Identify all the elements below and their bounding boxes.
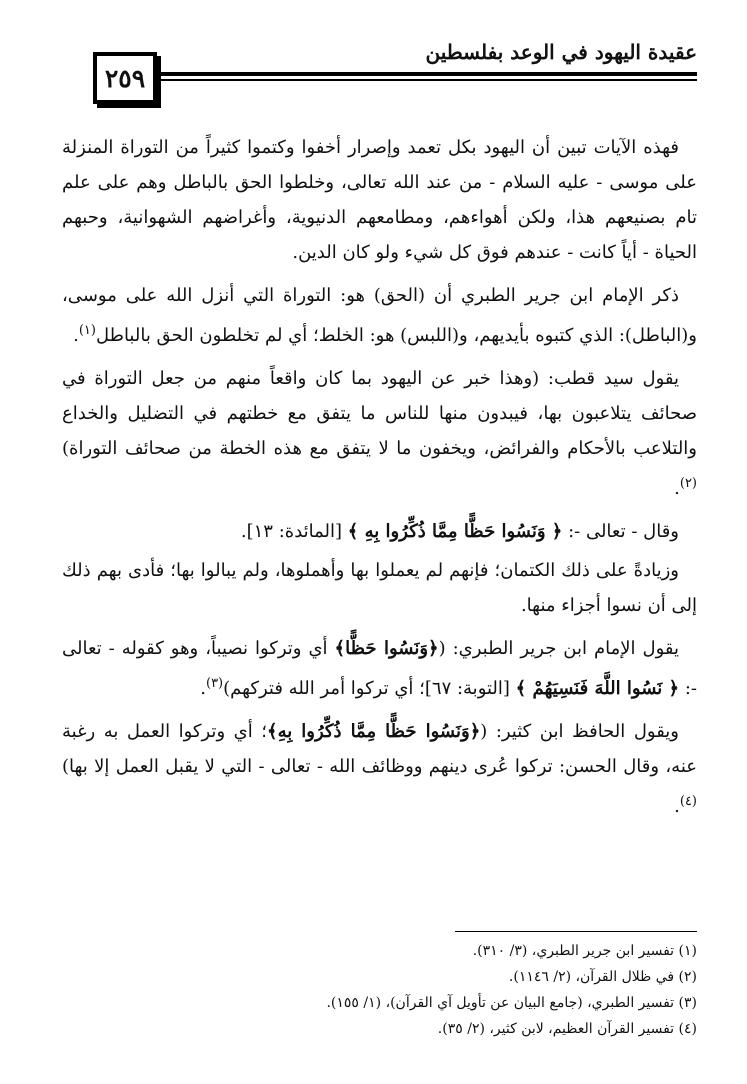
quote-open: ( <box>438 638 446 659</box>
footnote-ref-3: (٣) <box>205 676 224 691</box>
page-number: ٢٥٩ <box>93 52 157 104</box>
footnote-separator <box>455 931 697 932</box>
quran-verse-2: ﴿ نَسُوا اللَّهَ فَنَسِيَهُمْ ﴾ <box>515 678 680 699</box>
footnotes <box>200 938 697 1042</box>
footnote-2: (٢) في ظلال القرآن، (٢/ ١١٤٦). <box>508 969 697 985</box>
paragraph-7-text: ويقول الحافظ ابن كثير: <box>495 721 679 742</box>
header-rule-thick <box>157 72 697 76</box>
footnote-ref-2: (٢) <box>679 476 697 491</box>
paragraph-4-text: وقال - تعالى -: <box>568 521 679 542</box>
paragraph-6: يقول الإمام ابن جرير الطبري: (﴿وَنَسُوا حَظًّا﴾ أي وتركوا نصيباً، وهو كقوله - تعالى -: ﴿ نَسُوا اللَّهَ فَنَسِيَهُمْ ﴾ [التوبة: ٦٧]؛ أي تركوا أمر الله فتركهم)$^{(٣)}$. <box>62 638 697 699</box>
paragraph-6-tail: ؛ أي تركوا أمر الله فتركهم) <box>223 678 425 699</box>
footnote-4: (٤) تفسير القرآن العظيم، لابن كثير، (٢/ ٣٥). <box>437 1021 697 1037</box>
quran-verse: ﴿ وَنَسُوا حَظًّا مِمَّا ذُكِّرُوا بِهِ ﴾ <box>347 521 563 542</box>
paragraph-3-text: يقول سيد قطب: (وهذا خبر عن اليهود بما كان واقعاً منهم من جعل التوراة في صحائف يتلاعبون بها، فيبدون منها للناس ما يتفق مع خطتهم في التضليل والخداع والتلاعب بالأحكام والفرائض، ويخفون ما لا يتفق مع هذه الخطة من صحائف التوراة) <box>62 368 697 459</box>
header-rule-thin <box>157 79 697 81</box>
paragraph-7: ويقول الحافظ ابن كثير: (﴿وَنَسُوا حَظًّا مِمَّا ذُكِّرُوا بِهِ﴾؛ أي وتركوا العمل به رغبة عنه، وقال الحسن: تركوا عُرى دينهم ووظائف الله - تعالى - التي لا يقبل العمل إلا بها)$^{(٤)}$. <box>62 721 697 817</box>
quote-open: ( <box>480 721 488 742</box>
footnote-3: (٣) تفسير الطبري، (جامع البيان عن تأويل آي القرآن)، (١/ ١٥٥). <box>326 995 697 1011</box>
paragraph-4: وقال - تعالى -: ﴿ وَنَسُوا حَظًّا مِمَّا ذُكِّرُوا بِهِ ﴾ [المائدة: ١٣]. <box>240 521 679 542</box>
footnote-ref-4: (٤) <box>679 794 697 809</box>
paragraph-6-text: يقول الإمام ابن جرير الطبري: <box>452 638 679 659</box>
paragraph-7-tail: ؛ أي وتركوا العمل به رغبة عنه، وقال الحسن: تركوا عُرى دينهم ووظائف الله - تعالى - التي لا يقبل العمل إلا بها) <box>62 721 697 777</box>
verse-source: [التوبة: ٦٧] <box>424 678 510 699</box>
quran-verse: ﴿وَنَسُوا حَظًّا مِمَّا ذُكِّرُوا بِهِ﴾ <box>267 721 481 742</box>
paragraph-2: ذكر الإمام ابن جرير الطبري أن (الحق) هو: التوراة التي أنزل الله على موسى، و(الباطل): الذي كتبوه بأيديهم، و(اللبس) هو: الخلط؛ أي لم تخلطون الحق بالباطل$^{(١)}$. <box>62 285 697 346</box>
footnote-ref-1: (١) <box>78 323 96 338</box>
running-title: عقيدة اليهود في الوعد بفلسطين <box>425 40 697 64</box>
paragraph-6-explanation: أي وتركوا نصيباً، وهو كقوله - تعالى -: <box>62 638 697 699</box>
paragraph-1: فهذه الآيات تبين أن اليهود بكل تعمد وإصرار أخفوا وكتموا كثيراً من التوراة المنزلة على موسى - عليه السلام - من عند الله تعالى، وخلطوا الحق بالباطل وهم على علم تام بصنيعهم هذا، ولكن أهواءهم، ومطامعهم الدنيوية، وأغراضهم الشهوانية، وحبهم الحياة - أياً كانت - عندهم فوق كل شيء ولو كان الدين. <box>62 137 697 263</box>
paragraph-5: وزيادةً على ذلك الكتمان؛ فإنهم لم يعملوا بها وأهملوها، ولم يبالوا بها؛ فأدى بهم ذلك إلى أن نسوا أجزاء منها. <box>62 560 697 616</box>
paragraph-2-text: ذكر الإمام ابن جرير الطبري أن (الحق) هو: التوراة التي أنزل الله على موسى، و(الباطل): الذي كتبوه بأيديهم، و(اللبس) هو: الخلط؛ أي لم تخلطون الحق بالباطل <box>62 285 697 346</box>
verse-source: [المائدة: ١٣] <box>246 521 343 542</box>
paragraph-3: يقول سيد قطب: (وهذا خبر عن اليهود بما كان واقعاً منهم من جعل التوراة في صحائف يتلاعبون بها، فيبدون منها للناس ما يتفق مع خطتهم في التضليل والخداع والتلاعب بالأحكام والفرائض، ويخفون ما لا يتفق مع هذه الخطة من صحائف التوراة)$^{(٢)}$. <box>62 368 697 499</box>
page-header <box>93 38 697 108</box>
footnote-1: (١) تفسير ابن جرير الطبري، (٣/ ٣١٠). <box>472 943 697 959</box>
quran-verse: ﴿وَنَسُوا حَظًّا﴾ <box>334 638 439 659</box>
body-text <box>62 130 697 832</box>
